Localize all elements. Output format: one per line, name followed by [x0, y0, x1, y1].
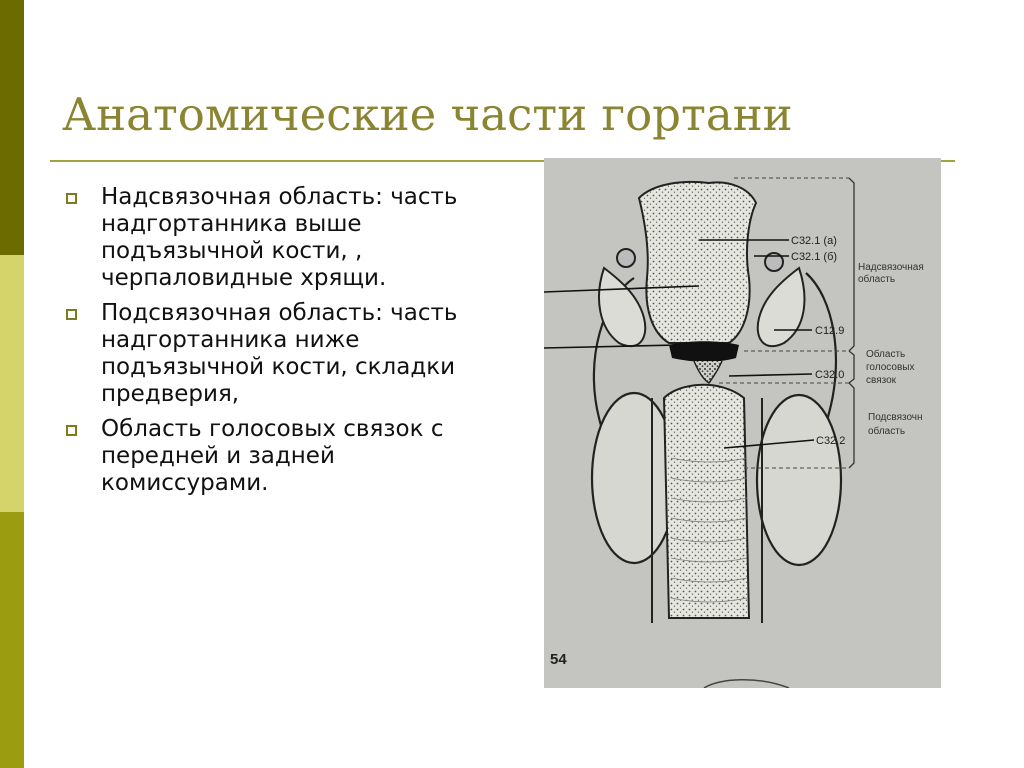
region-label-supraglottic-2: область [858, 274, 896, 285]
bullet-text: Надсвязочная область: часть надгортанника выше подъязычной кости, , черпаловидные хрящи. [101, 184, 458, 291]
larynx-diagram-photo [544, 158, 941, 688]
slide-title: Анатомические части гортани [62, 88, 793, 141]
code-label-c322: C32.2 [816, 435, 846, 447]
code-label-c320: C32.0 [815, 369, 845, 381]
left-cartilage-node [617, 249, 635, 267]
bullet-text: Подсвязочная область: часть надгортанника ниже подъязычной кости, складки предверия, [101, 300, 458, 407]
larynx-diagram-svg [544, 158, 941, 688]
bullet-list [66, 184, 506, 505]
page-number: 54 [550, 651, 567, 668]
side-bar-mid-segment [0, 512, 24, 768]
bullet-text: Область голосовых связок с передней и задней комиссурами. [101, 416, 444, 496]
region-label-glottic-3: связок [866, 375, 897, 386]
side-bar-dark-segment [0, 0, 24, 255]
region-label-subglottic-1: Подсвязочн [868, 412, 923, 423]
hollow-square-icon [66, 425, 77, 436]
region-label-glottic-1: Область [866, 349, 906, 360]
epiglottis [639, 182, 756, 343]
side-color-bar [0, 0, 24, 768]
bullet-item [66, 184, 506, 292]
code-label-c129: C12.9 [815, 325, 845, 337]
hollow-square-icon [66, 309, 77, 320]
region-label-glottic-2: голосовых [866, 362, 915, 373]
code-label-c321b: C32.1 (б) [791, 251, 838, 263]
left-thyroid-lobe [592, 393, 676, 563]
side-bar-light-segment [0, 255, 24, 512]
bullet-item [66, 416, 506, 497]
region-label-subglottic-2: область [868, 426, 906, 437]
code-label-c321a: C32.1 (a) [791, 235, 837, 247]
trachea [664, 385, 749, 618]
region-label-supraglottic-1: Надсвязочная [858, 262, 924, 273]
right-thyroid-lobe [757, 395, 841, 565]
bullet-item [66, 300, 506, 408]
hollow-square-icon [66, 193, 77, 204]
